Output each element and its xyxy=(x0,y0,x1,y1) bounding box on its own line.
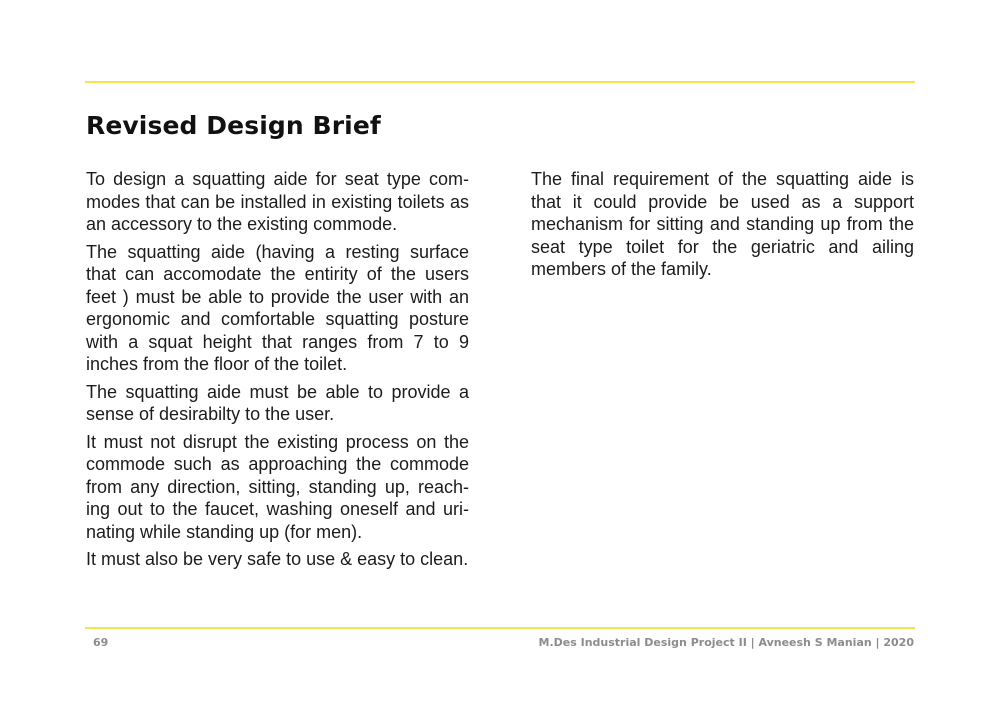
top-divider xyxy=(85,81,915,83)
brief-paragraph: The squatting aide must be able to provide a sense of desirabilty to the user. xyxy=(86,381,469,424)
left-column xyxy=(86,168,469,576)
page-number: 69 xyxy=(93,636,109,649)
brief-paragraph: The squatting aide (having a resting surface that can accomodate the entirity of the users feet ) must be able to provide the user with an ergonomic and comfortable squatting posture with a squat height that ranges from 7 to 9 inches from the floor of the toilet. xyxy=(86,241,469,374)
brief-paragraph: To design a squatting aide for seat type com-modes that can be installed in existing toilets as an accessory to the existing commode. xyxy=(86,169,469,234)
right-column xyxy=(531,168,914,286)
bottom-divider xyxy=(85,627,915,629)
page-title: Revised Design Brief xyxy=(86,111,381,140)
brief-paragraph: The final requirement of the squatting aide is that it could provide be used as a support mechanism for sitting and standing up from the seat type toilet for the geriatric and ailing members of the family. xyxy=(531,169,914,279)
brief-paragraph: It must also be very safe to use & easy to clean. xyxy=(86,549,469,569)
footer-credit: M.Des Industrial Design Project II | Avneesh S Manian | 2020 xyxy=(538,636,914,649)
brief-paragraph: It must not disrupt the existing process on the commode such as approaching the commode from any direction, sitting, standing up, reach-ing out to the faucet, washing oneself and uri-nating while standing up (for men). xyxy=(86,431,469,542)
